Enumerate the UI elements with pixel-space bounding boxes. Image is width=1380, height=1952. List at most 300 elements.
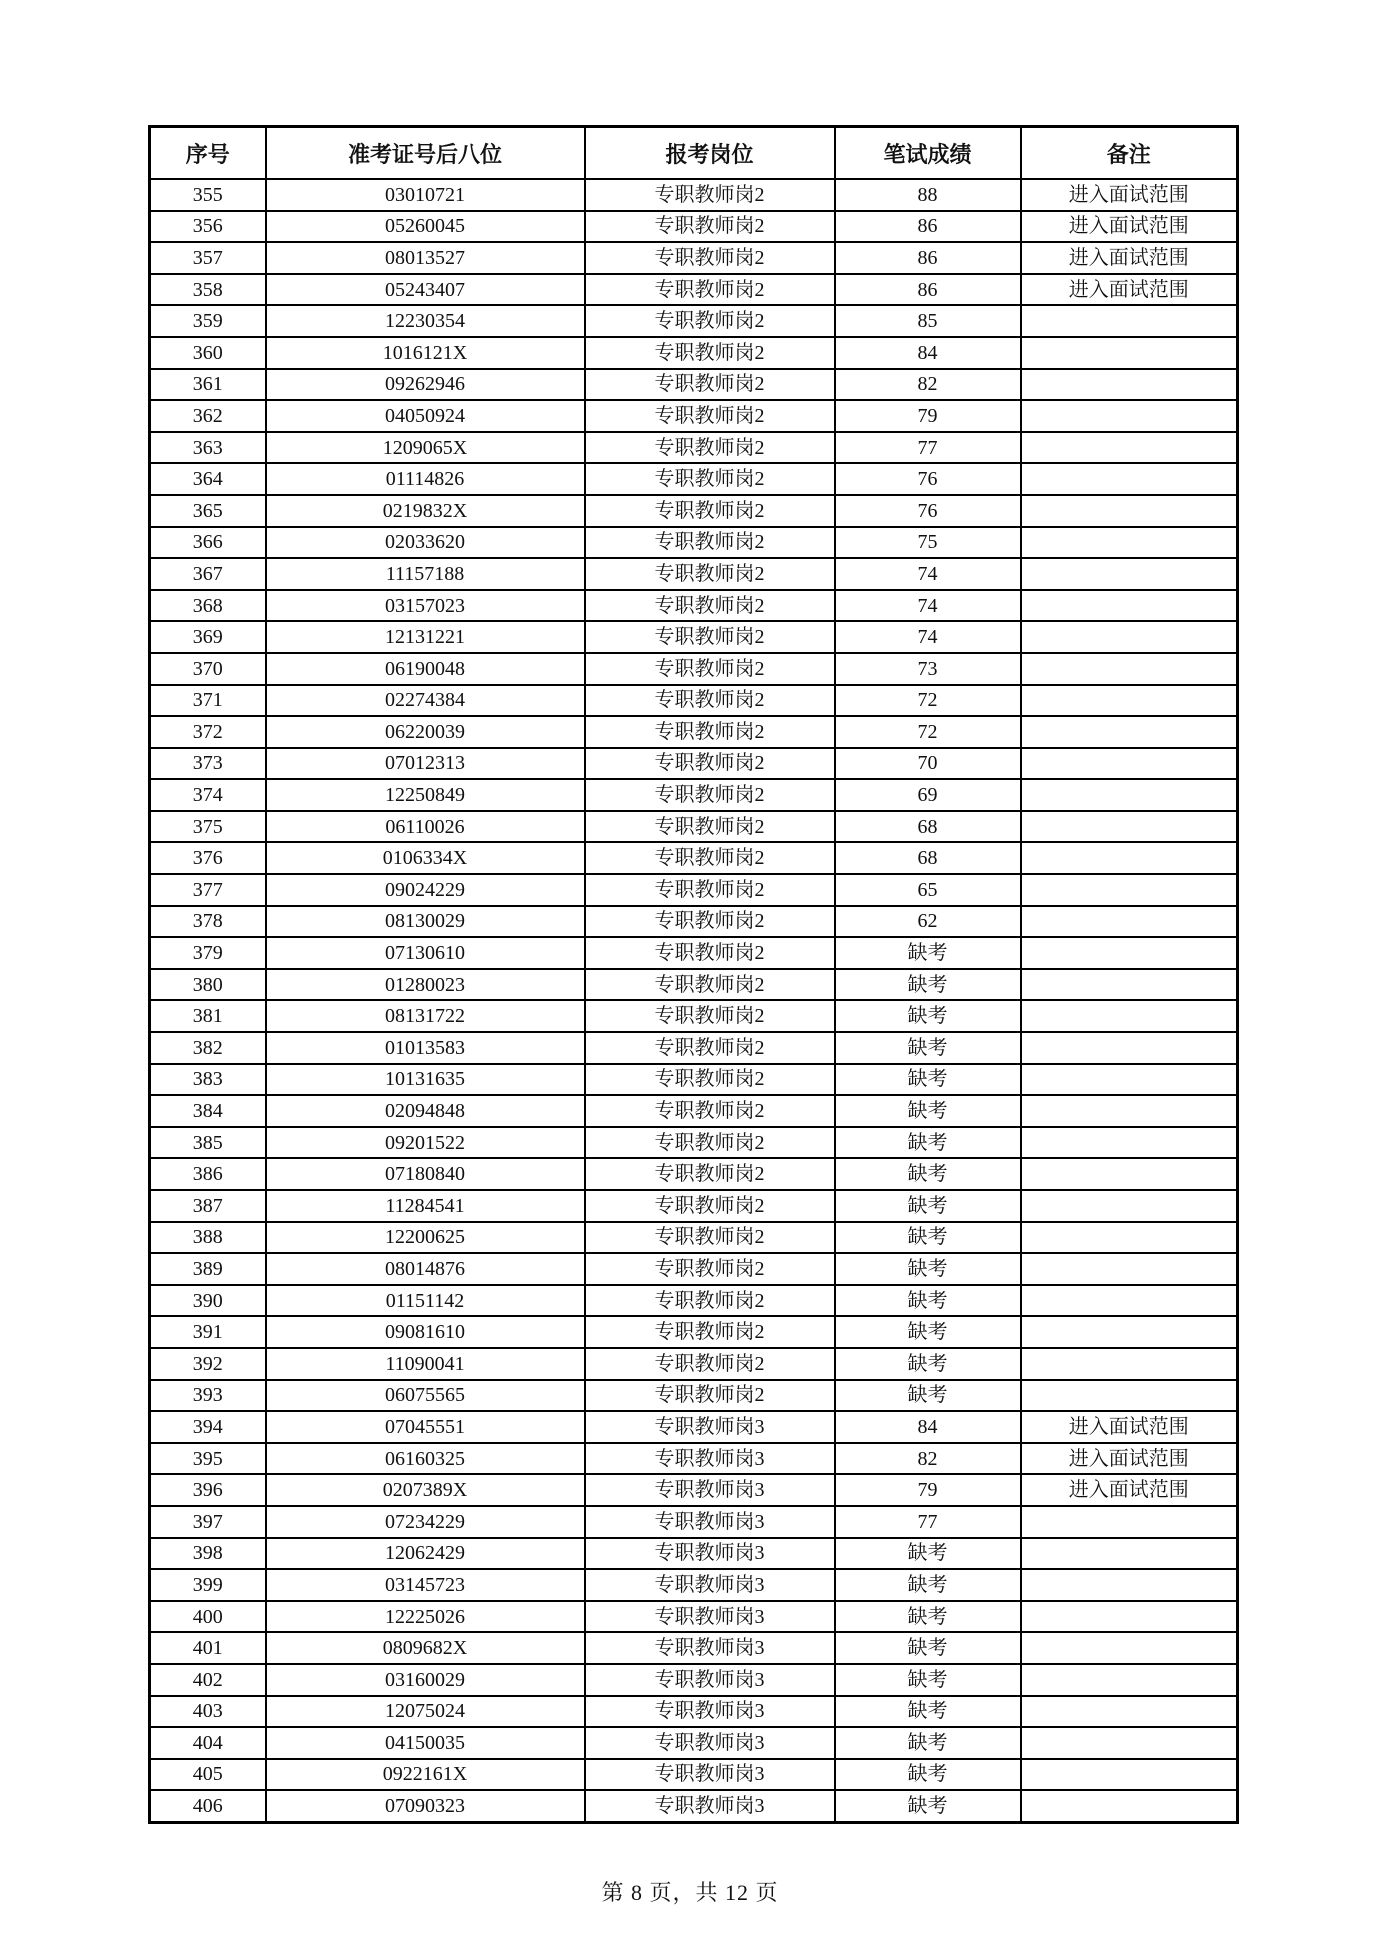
cell-ticket-number: 08131722 — [266, 1000, 585, 1032]
table-row — [150, 1095, 1238, 1127]
cell-remark — [1021, 432, 1238, 464]
cell-index: 359 — [150, 305, 266, 337]
cell-ticket-number: 09024229 — [266, 874, 585, 906]
table-body — [150, 179, 1238, 1822]
cell-ticket-number: 06220039 — [266, 716, 585, 748]
cell-score: 缺考 — [835, 1095, 1021, 1127]
cell-index: 361 — [150, 369, 266, 401]
table-row — [150, 748, 1238, 780]
cell-index: 366 — [150, 527, 266, 559]
cell-position: 专职教师岗3 — [585, 1474, 835, 1506]
cell-position: 专职教师岗2 — [585, 874, 835, 906]
cell-remark — [1021, 1348, 1238, 1380]
table-row — [150, 305, 1238, 337]
cell-remark — [1021, 653, 1238, 685]
cell-ticket-number: 0809682X — [266, 1632, 585, 1664]
table-row — [150, 1032, 1238, 1064]
cell-index: 403 — [150, 1696, 266, 1728]
cell-score: 82 — [835, 369, 1021, 401]
cell-remark — [1021, 495, 1238, 527]
cell-ticket-number: 03157023 — [266, 590, 585, 622]
cell-index: 380 — [150, 969, 266, 1001]
cell-index: 355 — [150, 179, 266, 211]
cell-score: 86 — [835, 274, 1021, 306]
cell-ticket-number: 01151142 — [266, 1285, 585, 1317]
cell-score: 84 — [835, 1411, 1021, 1443]
cell-remark — [1021, 1000, 1238, 1032]
header-ticket-number: 准考证号后八位 — [266, 127, 585, 180]
cell-remark: 进入面试范围 — [1021, 179, 1238, 211]
cell-index: 389 — [150, 1253, 266, 1285]
cell-ticket-number: 01013583 — [266, 1032, 585, 1064]
cell-ticket-number: 12075024 — [266, 1696, 585, 1728]
cell-index: 360 — [150, 337, 266, 369]
cell-score: 缺考 — [835, 1000, 1021, 1032]
cell-score: 缺考 — [835, 1253, 1021, 1285]
cell-ticket-number: 09201522 — [266, 1127, 585, 1159]
cell-ticket-number: 01280023 — [266, 969, 585, 1001]
cell-position: 专职教师岗2 — [585, 242, 835, 274]
cell-score: 缺考 — [835, 1380, 1021, 1412]
cell-position: 专职教师岗2 — [585, 748, 835, 780]
table-row — [150, 969, 1238, 1001]
cell-score: 86 — [835, 211, 1021, 243]
cell-index: 376 — [150, 842, 266, 874]
cell-score: 74 — [835, 590, 1021, 622]
cell-remark — [1021, 1032, 1238, 1064]
cell-score: 缺考 — [835, 1727, 1021, 1759]
cell-score: 缺考 — [835, 1190, 1021, 1222]
cell-index: 395 — [150, 1443, 266, 1475]
cell-position: 专职教师岗2 — [585, 1222, 835, 1254]
cell-remark — [1021, 1632, 1238, 1664]
cell-remark — [1021, 463, 1238, 495]
cell-position: 专职教师岗2 — [585, 779, 835, 811]
cell-ticket-number: 12250849 — [266, 779, 585, 811]
cell-remark — [1021, 748, 1238, 780]
cell-remark — [1021, 874, 1238, 906]
cell-ticket-number: 02274384 — [266, 685, 585, 717]
cell-remark: 进入面试范围 — [1021, 1443, 1238, 1475]
cell-position: 专职教师岗2 — [585, 1064, 835, 1096]
cell-score: 74 — [835, 558, 1021, 590]
cell-index: 390 — [150, 1285, 266, 1317]
cell-position: 专职教师岗2 — [585, 1285, 835, 1317]
cell-remark — [1021, 590, 1238, 622]
table-row — [150, 1506, 1238, 1538]
cell-index: 357 — [150, 242, 266, 274]
table-row — [150, 1000, 1238, 1032]
table-row — [150, 1538, 1238, 1570]
cell-position: 专职教师岗2 — [585, 558, 835, 590]
cell-ticket-number: 0106334X — [266, 842, 585, 874]
cell-index: 363 — [150, 432, 266, 464]
cell-ticket-number: 07045551 — [266, 1411, 585, 1443]
table-row — [150, 558, 1238, 590]
cell-index: 398 — [150, 1538, 266, 1570]
cell-score: 缺考 — [835, 1285, 1021, 1317]
cell-remark: 进入面试范围 — [1021, 1474, 1238, 1506]
cell-index: 378 — [150, 906, 266, 938]
cell-remark: 进入面试范围 — [1021, 1411, 1238, 1443]
cell-remark — [1021, 1190, 1238, 1222]
cell-index: 402 — [150, 1664, 266, 1696]
cell-score: 缺考 — [835, 1569, 1021, 1601]
cell-remark — [1021, 558, 1238, 590]
cell-ticket-number: 03010721 — [266, 179, 585, 211]
cell-remark — [1021, 1506, 1238, 1538]
table-row — [150, 874, 1238, 906]
cell-position: 专职教师岗3 — [585, 1790, 835, 1822]
table-row — [150, 1285, 1238, 1317]
cell-ticket-number: 11090041 — [266, 1348, 585, 1380]
page-footer: 第 8 页，共 12 页 — [601, 1880, 779, 1905]
cell-position: 专职教师岗2 — [585, 1032, 835, 1064]
table-row — [150, 1064, 1238, 1096]
table-row — [150, 527, 1238, 559]
cell-ticket-number: 0207389X — [266, 1474, 585, 1506]
cell-score: 75 — [835, 527, 1021, 559]
cell-position: 专职教师岗2 — [585, 653, 835, 685]
table-row — [150, 590, 1238, 622]
cell-index: 385 — [150, 1127, 266, 1159]
table-row — [150, 1316, 1238, 1348]
cell-index: 381 — [150, 1000, 266, 1032]
cell-index: 387 — [150, 1190, 266, 1222]
cell-position: 专职教师岗2 — [585, 1253, 835, 1285]
cell-position: 专职教师岗2 — [585, 1095, 835, 1127]
cell-score: 76 — [835, 495, 1021, 527]
cell-position: 专职教师岗2 — [585, 906, 835, 938]
cell-score: 82 — [835, 1443, 1021, 1475]
table-row — [150, 1158, 1238, 1190]
table-row — [150, 179, 1238, 211]
cell-position: 专职教师岗3 — [585, 1443, 835, 1475]
cell-position: 专职教师岗3 — [585, 1727, 835, 1759]
cell-score: 缺考 — [835, 1759, 1021, 1791]
cell-index: 372 — [150, 716, 266, 748]
cell-position: 专职教师岗2 — [585, 1158, 835, 1190]
cell-index: 386 — [150, 1158, 266, 1190]
table-row — [150, 1601, 1238, 1633]
table-row — [150, 1443, 1238, 1475]
cell-score: 84 — [835, 337, 1021, 369]
cell-score: 缺考 — [835, 1064, 1021, 1096]
cell-ticket-number: 03160029 — [266, 1664, 585, 1696]
cell-score: 85 — [835, 305, 1021, 337]
cell-ticket-number: 05243407 — [266, 274, 585, 306]
cell-remark — [1021, 685, 1238, 717]
cell-ticket-number: 04050924 — [266, 400, 585, 432]
table-row — [150, 1474, 1238, 1506]
cell-remark — [1021, 906, 1238, 938]
cell-ticket-number: 05260045 — [266, 211, 585, 243]
cell-score: 79 — [835, 400, 1021, 432]
cell-remark — [1021, 1790, 1238, 1822]
header-row — [150, 127, 1238, 180]
cell-position: 专职教师岗2 — [585, 621, 835, 653]
cell-index: 399 — [150, 1569, 266, 1601]
cell-score: 72 — [835, 685, 1021, 717]
cell-ticket-number: 1016121X — [266, 337, 585, 369]
cell-remark: 进入面试范围 — [1021, 274, 1238, 306]
table-row — [150, 1253, 1238, 1285]
cell-position: 专职教师岗2 — [585, 1380, 835, 1412]
cell-position: 专职教师岗2 — [585, 463, 835, 495]
cell-position: 专职教师岗2 — [585, 495, 835, 527]
cell-position: 专职教师岗3 — [585, 1506, 835, 1538]
cell-position: 专职教师岗3 — [585, 1696, 835, 1728]
cell-score: 缺考 — [835, 1158, 1021, 1190]
cell-position: 专职教师岗2 — [585, 274, 835, 306]
cell-position: 专职教师岗3 — [585, 1411, 835, 1443]
cell-index: 393 — [150, 1380, 266, 1412]
cell-score: 缺考 — [835, 1032, 1021, 1064]
cell-index: 374 — [150, 779, 266, 811]
cell-index: 362 — [150, 400, 266, 432]
cell-index: 382 — [150, 1032, 266, 1064]
cell-score: 62 — [835, 906, 1021, 938]
cell-position: 专职教师岗2 — [585, 179, 835, 211]
cell-remark: 进入面试范围 — [1021, 242, 1238, 274]
cell-remark — [1021, 1538, 1238, 1570]
header-score: 笔试成绩 — [835, 127, 1021, 180]
cell-ticket-number: 10131635 — [266, 1064, 585, 1096]
cell-index: 364 — [150, 463, 266, 495]
table-row — [150, 1411, 1238, 1443]
cell-ticket-number: 07180840 — [266, 1158, 585, 1190]
cell-score: 77 — [835, 432, 1021, 464]
cell-ticket-number: 02094848 — [266, 1095, 585, 1127]
cell-index: 371 — [150, 685, 266, 717]
cell-remark — [1021, 369, 1238, 401]
cell-remark — [1021, 969, 1238, 1001]
cell-index: 379 — [150, 937, 266, 969]
cell-score: 72 — [835, 716, 1021, 748]
cell-score: 缺考 — [835, 937, 1021, 969]
header-index: 序号 — [150, 127, 266, 180]
table-row — [150, 242, 1238, 274]
cell-score: 65 — [835, 874, 1021, 906]
cell-index: 392 — [150, 1348, 266, 1380]
cell-ticket-number: 0219832X — [266, 495, 585, 527]
cell-ticket-number: 01114826 — [266, 463, 585, 495]
header-position: 报考岗位 — [585, 127, 835, 180]
cell-index: 405 — [150, 1759, 266, 1791]
cell-score: 73 — [835, 653, 1021, 685]
cell-position: 专职教师岗2 — [585, 1316, 835, 1348]
cell-remark — [1021, 305, 1238, 337]
cell-index: 396 — [150, 1474, 266, 1506]
cell-score: 缺考 — [835, 1538, 1021, 1570]
table-row — [150, 337, 1238, 369]
cell-remark — [1021, 1601, 1238, 1633]
table-row — [150, 1348, 1238, 1380]
cell-index: 367 — [150, 558, 266, 590]
cell-remark — [1021, 1696, 1238, 1728]
cell-score: 缺考 — [835, 1348, 1021, 1380]
cell-score: 68 — [835, 842, 1021, 874]
cell-position: 专职教师岗2 — [585, 1000, 835, 1032]
cell-index: 406 — [150, 1790, 266, 1822]
table-row — [150, 937, 1238, 969]
cell-index: 401 — [150, 1632, 266, 1664]
cell-remark — [1021, 842, 1238, 874]
cell-score: 69 — [835, 779, 1021, 811]
cell-ticket-number: 06160325 — [266, 1443, 585, 1475]
table-row — [150, 1569, 1238, 1601]
cell-remark — [1021, 1222, 1238, 1254]
cell-ticket-number: 07130610 — [266, 937, 585, 969]
cell-remark: 进入面试范围 — [1021, 211, 1238, 243]
cell-remark — [1021, 400, 1238, 432]
cell-position: 专职教师岗2 — [585, 685, 835, 717]
cell-position: 专职教师岗2 — [585, 969, 835, 1001]
cell-index: 400 — [150, 1601, 266, 1633]
table-row — [150, 779, 1238, 811]
cell-remark — [1021, 937, 1238, 969]
cell-index: 397 — [150, 1506, 266, 1538]
header-remark: 备注 — [1021, 127, 1238, 180]
cell-position: 专职教师岗2 — [585, 811, 835, 843]
cell-ticket-number: 0922161X — [266, 1759, 585, 1791]
cell-index: 368 — [150, 590, 266, 622]
table-row — [150, 653, 1238, 685]
cell-position: 专职教师岗2 — [585, 432, 835, 464]
cell-ticket-number: 12062429 — [266, 1538, 585, 1570]
cell-ticket-number: 07234229 — [266, 1506, 585, 1538]
cell-index: 384 — [150, 1095, 266, 1127]
table-row — [150, 842, 1238, 874]
cell-remark — [1021, 1095, 1238, 1127]
table-row — [150, 1696, 1238, 1728]
cell-ticket-number: 08130029 — [266, 906, 585, 938]
cell-position: 专职教师岗2 — [585, 590, 835, 622]
cell-remark — [1021, 1569, 1238, 1601]
cell-position: 专职教师岗2 — [585, 1348, 835, 1380]
cell-score: 缺考 — [835, 1316, 1021, 1348]
cell-ticket-number: 07012313 — [266, 748, 585, 780]
cell-remark — [1021, 1064, 1238, 1096]
cell-index: 370 — [150, 653, 266, 685]
cell-ticket-number: 09081610 — [266, 1316, 585, 1348]
cell-ticket-number: 08014876 — [266, 1253, 585, 1285]
cell-ticket-number: 07090323 — [266, 1790, 585, 1822]
cell-remark — [1021, 1316, 1238, 1348]
cell-remark — [1021, 1759, 1238, 1791]
cell-score: 88 — [835, 179, 1021, 211]
cell-remark — [1021, 1727, 1238, 1759]
cell-ticket-number: 02033620 — [266, 527, 585, 559]
cell-remark — [1021, 716, 1238, 748]
cell-score: 70 — [835, 748, 1021, 780]
cell-ticket-number: 12225026 — [266, 1601, 585, 1633]
table-row — [150, 432, 1238, 464]
table-row — [150, 1380, 1238, 1412]
cell-ticket-number: 12131221 — [266, 621, 585, 653]
table-row — [150, 274, 1238, 306]
table-row — [150, 1664, 1238, 1696]
cell-score: 68 — [835, 811, 1021, 843]
cell-index: 358 — [150, 274, 266, 306]
cell-ticket-number: 09262946 — [266, 369, 585, 401]
cell-ticket-number: 1209065X — [266, 432, 585, 464]
table-row — [150, 1190, 1238, 1222]
cell-index: 383 — [150, 1064, 266, 1096]
cell-position: 专职教师岗3 — [585, 1601, 835, 1633]
cell-ticket-number: 11284541 — [266, 1190, 585, 1222]
cell-score: 79 — [835, 1474, 1021, 1506]
cell-ticket-number: 06110026 — [266, 811, 585, 843]
cell-remark — [1021, 1285, 1238, 1317]
table-row — [150, 906, 1238, 938]
cell-score: 缺考 — [835, 1696, 1021, 1728]
table-row — [150, 685, 1238, 717]
table-row — [150, 621, 1238, 653]
cell-position: 专职教师岗2 — [585, 842, 835, 874]
cell-index: 373 — [150, 748, 266, 780]
cell-score: 缺考 — [835, 1664, 1021, 1696]
cell-position: 专职教师岗2 — [585, 527, 835, 559]
results-table — [148, 125, 1239, 1824]
table-row — [150, 211, 1238, 243]
cell-score: 缺考 — [835, 1222, 1021, 1254]
table-row — [150, 369, 1238, 401]
cell-score: 缺考 — [835, 1127, 1021, 1159]
table-row — [150, 1632, 1238, 1664]
cell-remark — [1021, 621, 1238, 653]
cell-index: 365 — [150, 495, 266, 527]
cell-index: 369 — [150, 621, 266, 653]
cell-position: 专职教师岗3 — [585, 1632, 835, 1664]
table-row — [150, 1127, 1238, 1159]
cell-position: 专职教师岗2 — [585, 1127, 835, 1159]
cell-ticket-number: 08013527 — [266, 242, 585, 274]
cell-position: 专职教师岗3 — [585, 1664, 835, 1696]
cell-score: 77 — [835, 1506, 1021, 1538]
table-row — [150, 1222, 1238, 1254]
table-row — [150, 400, 1238, 432]
table-row — [150, 1759, 1238, 1791]
cell-index: 391 — [150, 1316, 266, 1348]
cell-ticket-number: 11157188 — [266, 558, 585, 590]
cell-position: 专职教师岗2 — [585, 337, 835, 369]
cell-remark — [1021, 779, 1238, 811]
cell-ticket-number: 06190048 — [266, 653, 585, 685]
cell-position: 专职教师岗3 — [585, 1569, 835, 1601]
cell-position: 专职教师岗2 — [585, 400, 835, 432]
cell-index: 404 — [150, 1727, 266, 1759]
cell-remark — [1021, 1253, 1238, 1285]
cell-position: 专职教师岗2 — [585, 211, 835, 243]
cell-index: 356 — [150, 211, 266, 243]
table-row — [150, 716, 1238, 748]
cell-score: 缺考 — [835, 1601, 1021, 1633]
cell-remark — [1021, 1158, 1238, 1190]
cell-ticket-number: 06075565 — [266, 1380, 585, 1412]
cell-score: 缺考 — [835, 1632, 1021, 1664]
cell-ticket-number: 04150035 — [266, 1727, 585, 1759]
cell-index: 377 — [150, 874, 266, 906]
cell-remark — [1021, 1664, 1238, 1696]
cell-position: 专职教师岗2 — [585, 937, 835, 969]
cell-score: 86 — [835, 242, 1021, 274]
table-row — [150, 811, 1238, 843]
cell-index: 375 — [150, 811, 266, 843]
cell-score: 缺考 — [835, 1790, 1021, 1822]
cell-remark — [1021, 1127, 1238, 1159]
cell-position: 专职教师岗2 — [585, 305, 835, 337]
